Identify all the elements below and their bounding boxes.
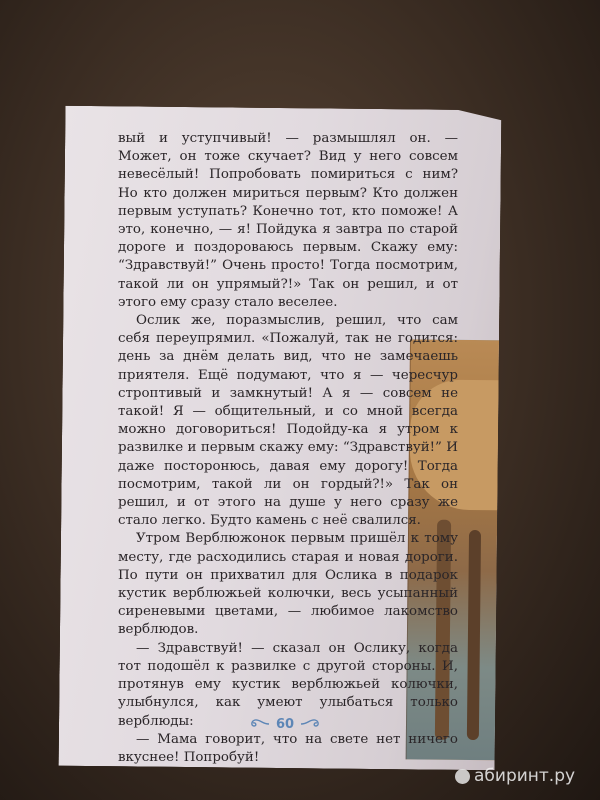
paragraph: Утром Верблюжонок первым пришёл к тому месту, где расходились старая и новая дороги. По пути он прихватил для Ослика в подарок кустик верблюжьей колючки, весь усыпанный сиреневыми цветами, — любимое лакомство верблюдов. bbox=[118, 531, 458, 638]
paragraph: — Здравствуй! — сказал он Ослику, когда тот подошёл к развилке с другой стороны. И, протянув ему кустик верблюжьей колючки, улыбнулся, как умеют улыбаться только верблюды: bbox=[118, 640, 458, 729]
watermark bbox=[455, 766, 575, 786]
page-number: 60 bbox=[275, 716, 295, 732]
left-ornament-icon bbox=[244, 718, 270, 730]
labirint-logo-icon bbox=[455, 769, 470, 784]
right-ornament-icon bbox=[300, 718, 326, 730]
paragraph: вый и уступчивый! — размышлял он. — Может, он тоже скучает? Вид у него совсем невесёлый! Попробовать помириться с ним? Но кто должен мириться первым? Кто должен первым уступать? Конечно тот, кто поможе! А это, конечно, — я! Пойдука я завтра по старой дороге и поздороваюсь первым. Скажу ему: “Здравствуй!” Очень просто! Тогда посмотрим, такой ли он упрямый?!» Так он решил, и от этого ему сразу стало веселее. bbox=[118, 131, 458, 310]
camel-leg bbox=[467, 530, 481, 740]
watermark-text: абиринт.ру bbox=[474, 766, 576, 786]
page-footer bbox=[240, 713, 330, 735]
paragraph: Ослик же, поразмыслив, решил, что сам себя переупрямил. «Пожалуй, так не годится: день за днём делать вид, что не замечаешь приятеля. Ещё подумают, что я — чересчур строптивый и замкнутый! А я — совсем не такой! Я — общительный, и со мной всегда можно договориться! Подойду-ка я утром к развилке и первым скажу ему: “Здравствуй!” И даже посторонюсь, давая ему дорогу! Тогда посмотрим, такой ли он гордый?!» Так он решил, и от этого на душе у него сразу же стало легко. Будто камень с неё свалился. bbox=[118, 313, 458, 529]
paragraph: — Мама говорит, что на свете нет ничего вкуснее! Попробуй! bbox=[118, 731, 458, 765]
story-text bbox=[118, 130, 458, 767]
